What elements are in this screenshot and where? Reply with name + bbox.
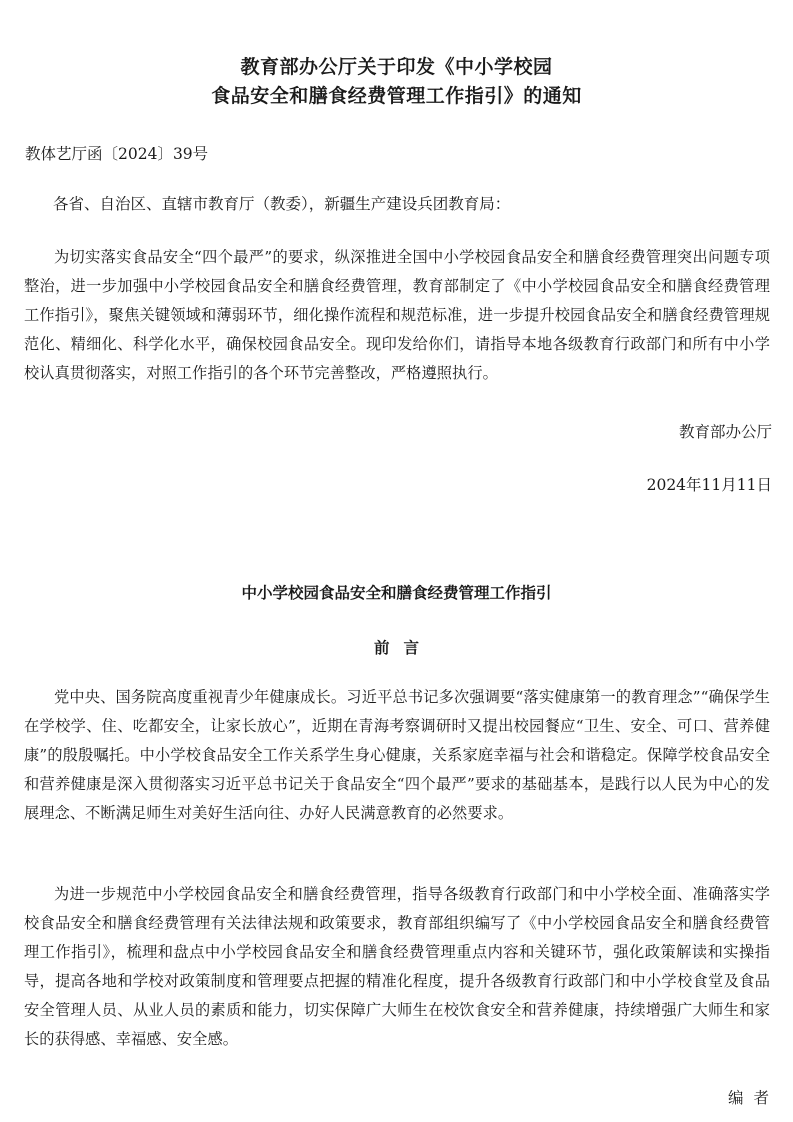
notice-title-line-2: 食品安全和膳食经费管理工作指引》的通知 [211,85,582,107]
document-number: 教体艺厅函〔2024〕39号 [25,145,209,163]
preface-paragraph-1: 党中央、国务院高度重视青少年健康成长。习近平总书记多次强调要“落实健康第一的教育理念”“确保学生在学校学、住、吃都安全，让家长放心”，近期在青海考察调研时又提出校园餐应“卫生、安全、可口、营养健康”的殷殷嘱托。中小学校食品安全工作关系学生身心健康，关系家庭幸福与社会和谐稳定。保障学校食品安全和营养健康是深入贯彻落实习近平总书记关于食品安全“四个最严”要求的基础基本，是践行以人民为中心的发展理念、不断满足师生对美好生活向往、办好人民满意教育的必然要求。 [24,688,770,823]
preface-heading: 前言 [373,639,433,657]
editor-signature: 编者 [727,1089,779,1107]
guide-title: 中小学校园食品安全和膳食经费管理工作指引 [241,584,552,602]
notice-title-line-1: 教育部办公厅关于印发《中小学校园 [240,56,553,78]
preface-paragraph-2: 为进一步规范中小学校园食品安全和膳食经费管理，指导各级教育行政部门和中小学校全面、准确落实学校食品安全和膳食经费管理有关法律法规和政策要求，教育部组织编写了《中小学校园食品安全和膳食经费管理工作指引》，梳理和盘点中小学校园食品安全和膳食经费管理重点内容和关键环节，强化政策解读和实操指导，提高各地和学校对政策制度和管理要点把握的精准化程度，提升各级教育行政部门和中小学校食堂及食品安全管理人员、从业人员的素质和能力，切实保障广大师生在校饮食安全和营养健康，持续增强广大师生和家长的获得感、幸福感、安全感。 [24,885,770,1049]
issue-date: 2024年11月11日 [646,476,772,494]
addressee-line: 各省、自治区、直辖市教育厅（教委），新疆生产建设兵团教育局： [53,195,511,213]
notice-body-paragraph: 为切实落实食品安全“四个最严”的要求，纵深推进全国中小学校园食品安全和膳食经费管理突出问题专项整治，进一步加强中小学校园食品安全和膳食经费管理，教育部制定了《中小学校园食品安全和膳食经费管理工作指引》，聚焦关键领域和薄弱环节，细化操作流程和规范标准，进一步提升校园食品安全和膳食经费管理规范化、精细化、科学化水平，确保校园食品安全。现印发给你们，请指导本地各级教育行政部门和所有中小学校认真贯彻落实，对照工作指引的各个环节完善整改，严格遵照执行。 [24,248,770,383]
issuer-signature: 教育部办公厅 [678,423,772,441]
